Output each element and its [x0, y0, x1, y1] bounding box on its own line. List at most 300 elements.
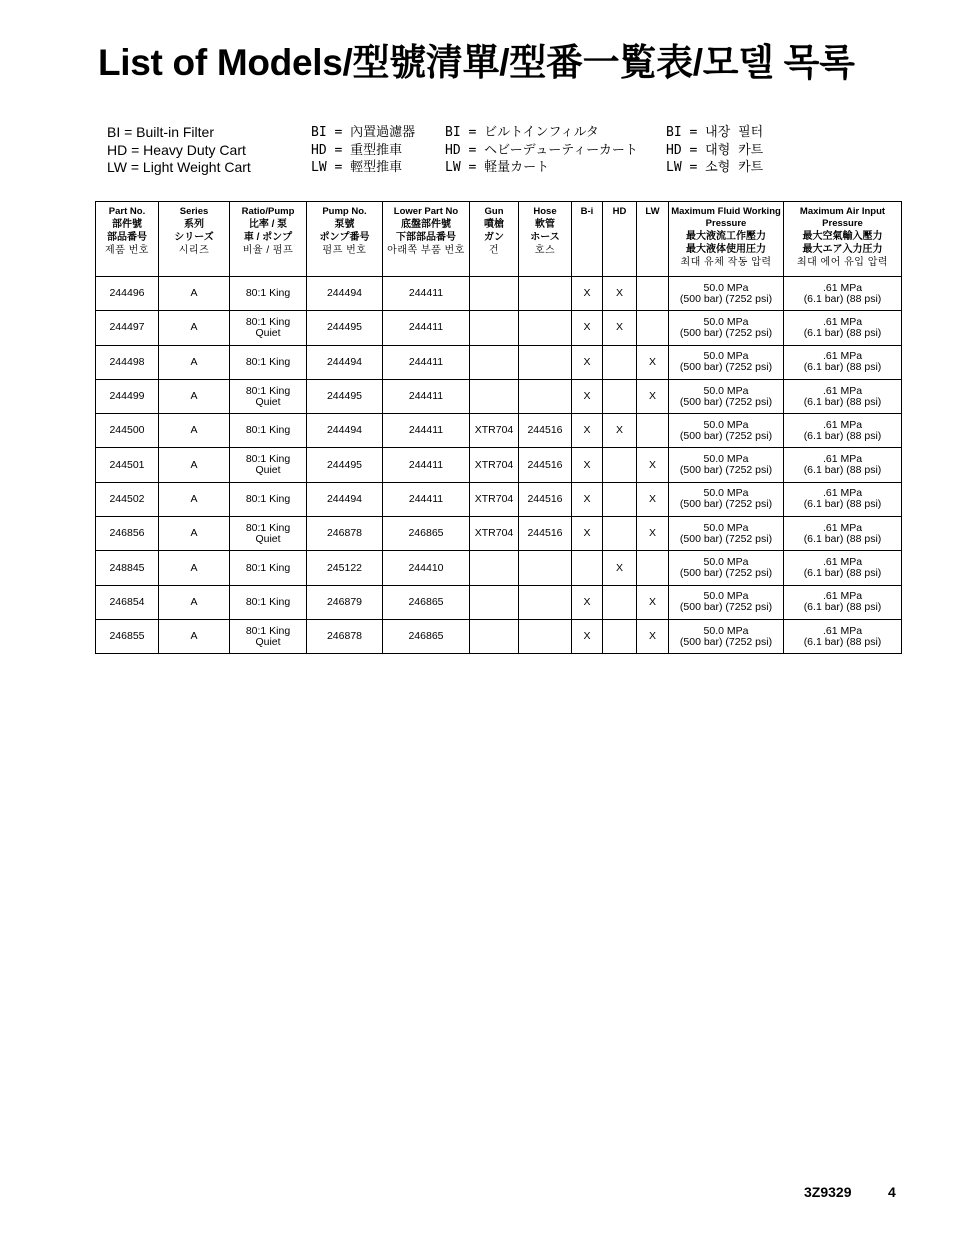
cell-air [784, 311, 902, 345]
cell-text: (500 bar) (7252 psi) [679, 635, 773, 648]
cell-text: 244516 [527, 458, 563, 471]
cell-text: 80:1 King [245, 492, 291, 505]
cell-text: 50.0 MPa [703, 521, 749, 534]
cell-text: (500 bar) (7252 psi) [679, 429, 773, 442]
cell-text: 244410 [408, 561, 444, 574]
cell-bi [572, 311, 603, 345]
column-header-ja: 最大エア入力圧力 [802, 244, 883, 255]
cell-text: A [190, 527, 198, 540]
cell-text: X [583, 458, 591, 471]
cell-text: .61 MPa [822, 521, 863, 534]
column-header [470, 202, 519, 277]
column-header-ja: 下部部品番号 [396, 232, 456, 243]
cell-text: 80:1 King [245, 453, 291, 466]
cell-text: 244497 [109, 321, 145, 334]
cell-text: .61 MPa [822, 350, 863, 363]
cell-fluid [669, 277, 784, 311]
cell-text: .61 MPa [822, 556, 863, 569]
column-header-ko: 비율 / 펌프 [242, 245, 294, 256]
column-header [637, 202, 669, 277]
cell-gun [470, 619, 519, 653]
cell-text: X [583, 527, 591, 540]
cell-text: X [583, 595, 591, 608]
cell-text: 246878 [326, 527, 363, 540]
column-header [572, 202, 603, 277]
cell-text: .61 MPa [822, 384, 863, 397]
legend-line: BI = 內置過濾器 [311, 125, 416, 140]
cell-text: (500 bar) (7252 psi) [679, 326, 773, 339]
legend-line: LW = 軽量カート [445, 160, 550, 175]
legend-line: LW = Light Weight Cart [107, 159, 251, 175]
legend-english [107, 124, 251, 177]
column-header-en: Maximum Fluid Working Pressure [671, 206, 781, 229]
cell-pump [307, 517, 383, 551]
cell-text: A [190, 492, 198, 505]
cell-ratio [230, 585, 307, 619]
cell-bi [572, 551, 603, 585]
legend-japanese [445, 124, 638, 177]
cell-text: 244411 [408, 390, 444, 403]
column-header-en: Part No. [108, 206, 146, 217]
cell-text: (6.1 bar) (88 psi) [803, 395, 882, 408]
cell-text: (6.1 bar) (88 psi) [803, 635, 882, 648]
cell-part [96, 585, 159, 619]
cell-text: 244496 [109, 287, 145, 300]
cell-hd [603, 345, 637, 379]
cell-ratio [230, 345, 307, 379]
legend-line: HD = 대형 카트 [666, 142, 764, 158]
cell-text: XTR704 [474, 492, 514, 505]
legend-line: BI = Built-in Filter [107, 124, 214, 140]
column-header [784, 202, 902, 277]
cell-text: (500 bar) (7252 psi) [679, 361, 773, 374]
cell-text: 244499 [109, 390, 145, 403]
cell-ratio [230, 482, 307, 516]
cell-bi [572, 517, 603, 551]
cell-text: 50.0 MPa [703, 315, 749, 328]
cell-text: A [190, 424, 198, 437]
cell-series [159, 414, 230, 448]
cell-text: 50.0 MPa [703, 453, 749, 466]
legend-line: LW = 소형 카트 [666, 160, 764, 175]
legend-line: BI = 내장 필터 [666, 125, 764, 140]
column-header-ja: シリーズ [174, 232, 214, 243]
table-row [96, 311, 902, 345]
cell-text: 244411 [408, 287, 444, 300]
cell-lower [383, 619, 470, 653]
column-header-ja: ガン [484, 232, 504, 243]
cell-text: 246855 [109, 630, 145, 643]
column-header [96, 202, 159, 277]
column-header [230, 202, 307, 277]
cell-fluid [669, 619, 784, 653]
column-header-ko: 최대 에어 유입 압력 [796, 257, 889, 268]
cell-bi [572, 619, 603, 653]
cell-air [784, 414, 902, 448]
cell-part [96, 551, 159, 585]
cell-lw [637, 619, 669, 653]
cell-text: 246865 [408, 527, 444, 540]
cell-text: (500 bar) (7252 psi) [679, 395, 773, 408]
cell-lower [383, 379, 470, 413]
cell-text: (6.1 bar) (88 psi) [803, 292, 882, 305]
cell-text: 244411 [408, 492, 444, 505]
cell-text: 244411 [408, 458, 444, 471]
table-row [96, 448, 902, 482]
cell-text: .61 MPa [822, 590, 863, 603]
cell-text: 244502 [109, 492, 145, 505]
legend-line: HD = Heavy Duty Cart [107, 141, 246, 158]
cell-part [96, 517, 159, 551]
cell-fluid [669, 551, 784, 585]
cell-text: X [583, 492, 591, 505]
cell-pump [307, 585, 383, 619]
cell-pump [307, 414, 383, 448]
cell-gun [470, 551, 519, 585]
column-header [307, 202, 383, 277]
cell-text: Quiet [255, 395, 281, 408]
cell-lower [383, 551, 470, 585]
cell-lw [637, 311, 669, 345]
cell-lw [637, 585, 669, 619]
cell-text: X [583, 287, 591, 300]
cell-text: 80:1 King [245, 561, 291, 574]
cell-text: 246879 [326, 595, 363, 608]
cell-air [784, 345, 902, 379]
column-header-en: Hose [533, 206, 557, 217]
cell-hd [603, 585, 637, 619]
cell-hose [519, 585, 572, 619]
cell-fluid [669, 448, 784, 482]
column-header [669, 202, 784, 277]
column-header [519, 202, 572, 277]
cell-text: (6.1 bar) (88 psi) [803, 601, 882, 614]
cell-hd [603, 517, 637, 551]
cell-text: .61 MPa [822, 418, 863, 431]
cell-bi [572, 482, 603, 516]
cell-hose [519, 379, 572, 413]
column-header-en: Ratio/Pump [241, 206, 295, 217]
cell-text: 244411 [408, 321, 444, 334]
cell-pump [307, 619, 383, 653]
cell-text: X [615, 424, 623, 437]
cell-text: A [190, 390, 198, 403]
cell-gun [470, 311, 519, 345]
cell-hose [519, 517, 572, 551]
table-row [96, 414, 902, 448]
table-row [96, 379, 902, 413]
cell-series [159, 517, 230, 551]
cell-lower [383, 414, 470, 448]
cell-text: 244516 [527, 492, 563, 505]
cell-text: X [648, 355, 656, 368]
cell-text: X [615, 561, 623, 574]
table-row [96, 482, 902, 516]
cell-lower [383, 345, 470, 379]
column-header-en: Maximum Air Input Pressure [799, 206, 886, 229]
cell-pump [307, 277, 383, 311]
cell-air [784, 585, 902, 619]
column-header-ko: 아래쪽 부품 번호 [387, 245, 465, 256]
cell-fluid [669, 311, 784, 345]
cell-pump [307, 482, 383, 516]
cell-lower [383, 482, 470, 516]
cell-text: X [615, 321, 623, 334]
column-header-en: LW [645, 206, 660, 217]
column-header-ko: 시리즈 [178, 245, 210, 256]
cell-text: 244494 [326, 424, 363, 437]
cell-air [784, 448, 902, 482]
cell-lw [637, 379, 669, 413]
cell-text: 244494 [326, 287, 363, 300]
cell-text: 50.0 MPa [703, 624, 749, 637]
cell-text: Quiet [255, 464, 281, 477]
cell-text: (500 bar) (7252 psi) [679, 532, 773, 545]
cell-pump [307, 379, 383, 413]
cell-text: (500 bar) (7252 psi) [679, 464, 773, 477]
cell-lower [383, 448, 470, 482]
cell-text: (6.1 bar) (88 psi) [803, 567, 882, 580]
table-row [96, 277, 902, 311]
cell-air [784, 277, 902, 311]
cell-series [159, 448, 230, 482]
cell-bi [572, 448, 603, 482]
cell-series [159, 345, 230, 379]
cell-text: 80:1 King [245, 595, 291, 608]
cell-part [96, 448, 159, 482]
cell-gun [470, 345, 519, 379]
cell-bi [572, 585, 603, 619]
cell-bi [572, 345, 603, 379]
column-header [159, 202, 230, 277]
cell-fluid [669, 517, 784, 551]
cell-text: X [648, 390, 656, 403]
cell-lw [637, 345, 669, 379]
cell-hd [603, 414, 637, 448]
page-number: 4 [888, 1184, 896, 1200]
cell-text: 50.0 MPa [703, 384, 749, 397]
cell-pump [307, 345, 383, 379]
cell-text: (6.1 bar) (88 psi) [803, 361, 882, 374]
cell-text: A [190, 287, 198, 300]
cell-text: Quiet [255, 635, 281, 648]
cell-lower [383, 277, 470, 311]
column-header-ko: 제품 번호 [105, 245, 149, 256]
cell-text: 245122 [326, 561, 363, 574]
cell-text: 80:1 King [245, 624, 291, 637]
cell-text: X [615, 287, 623, 300]
cell-gun [470, 379, 519, 413]
cell-ratio [230, 414, 307, 448]
cell-part [96, 619, 159, 653]
cell-pump [307, 448, 383, 482]
table-row [96, 619, 902, 653]
legend-line: BI = ビルトインフィルタ [445, 125, 599, 140]
cell-fluid [669, 585, 784, 619]
cell-text: Quiet [255, 326, 281, 339]
cell-text: X [648, 492, 656, 505]
table-row [96, 517, 902, 551]
cell-text: .61 MPa [822, 487, 863, 500]
cell-text: (500 bar) (7252 psi) [679, 601, 773, 614]
column-header-zh: 最大液流工作壓力 [686, 231, 766, 242]
cell-bi [572, 414, 603, 448]
cell-text: 244516 [527, 424, 563, 437]
cell-pump [307, 551, 383, 585]
cell-lower [383, 517, 470, 551]
column-header-zh: 最大空氣輸入壓力 [802, 231, 883, 242]
column-header-ja: 車 / ポンプ [243, 232, 293, 243]
cell-hose [519, 482, 572, 516]
cell-air [784, 517, 902, 551]
cell-text: A [190, 355, 198, 368]
cell-lower [383, 311, 470, 345]
cell-text: XTR704 [474, 458, 514, 471]
cell-text: 80:1 King [245, 384, 291, 397]
cell-text: (6.1 bar) (88 psi) [803, 498, 882, 511]
cell-text: X [583, 355, 591, 368]
cell-text: 244495 [326, 321, 363, 334]
cell-hd [603, 277, 637, 311]
cell-lw [637, 414, 669, 448]
cell-text: 248845 [109, 561, 145, 574]
column-header-zh: 比率 / 泵 [248, 219, 288, 230]
table-header-row [96, 202, 902, 277]
cell-part [96, 345, 159, 379]
cell-text: 246856 [109, 527, 145, 540]
cell-gun [470, 517, 519, 551]
column-header-ja: ポンプ番号 [319, 232, 370, 243]
column-header-zh: 系列 [184, 219, 204, 230]
column-header-en: Series [179, 206, 209, 217]
cell-lw [637, 482, 669, 516]
cell-lw [637, 551, 669, 585]
cell-gun [470, 414, 519, 448]
column-header [603, 202, 637, 277]
cell-series [159, 551, 230, 585]
cell-text: 244494 [326, 355, 363, 368]
cell-text: X [648, 595, 656, 608]
column-header-en: Gun [484, 206, 504, 217]
legend-korean [666, 124, 763, 177]
cell-gun [470, 277, 519, 311]
cell-fluid [669, 414, 784, 448]
cell-text: .61 MPa [822, 453, 863, 466]
cell-text: (6.1 bar) (88 psi) [803, 464, 882, 477]
cell-text: 80:1 King [245, 424, 291, 437]
cell-text: 80:1 King [245, 315, 291, 328]
cell-gun [470, 448, 519, 482]
cell-ratio [230, 379, 307, 413]
cell-series [159, 585, 230, 619]
cell-text: X [583, 390, 591, 403]
column-header-zh: 泵號 [334, 219, 355, 230]
cell-text: XTR704 [474, 424, 514, 437]
cell-text: 244516 [527, 527, 563, 540]
cell-text: 244411 [408, 355, 444, 368]
cell-text: (6.1 bar) (88 psi) [803, 532, 882, 545]
cell-series [159, 619, 230, 653]
cell-text: X [583, 321, 591, 334]
cell-hose [519, 277, 572, 311]
table-row [96, 551, 902, 585]
cell-hd [603, 448, 637, 482]
cell-series [159, 379, 230, 413]
cell-text: 244500 [109, 424, 145, 437]
cell-text: A [190, 458, 198, 471]
cell-air [784, 482, 902, 516]
column-header-ko: 호스 [534, 245, 556, 256]
cell-text: 244495 [326, 390, 363, 403]
legend-chinese [311, 124, 415, 177]
column-header-zh: 部件號 [112, 219, 142, 230]
cell-text: X [583, 424, 591, 437]
cell-text: 50.0 MPa [703, 590, 749, 603]
cell-gun [470, 482, 519, 516]
cell-ratio [230, 448, 307, 482]
cell-part [96, 379, 159, 413]
cell-fluid [669, 379, 784, 413]
cell-text: 246878 [326, 630, 363, 643]
cell-text: (6.1 bar) (88 psi) [803, 326, 882, 339]
cell-hose [519, 448, 572, 482]
cell-air [784, 379, 902, 413]
cell-ratio [230, 517, 307, 551]
cell-text: 244501 [109, 458, 145, 471]
cell-text: X [583, 630, 591, 643]
table-row [96, 345, 902, 379]
cell-text: .61 MPa [822, 315, 863, 328]
cell-hd [603, 311, 637, 345]
cell-text: 50.0 MPa [703, 418, 749, 431]
column-header-ko: 건 [488, 245, 500, 256]
column-header-ja: 最大液体使用圧力 [686, 244, 766, 255]
cell-text: 246865 [408, 595, 444, 608]
cell-text: 246854 [109, 595, 145, 608]
cell-text: 80:1 King [245, 287, 291, 300]
cell-text: (500 bar) (7252 psi) [679, 567, 773, 580]
column-header [383, 202, 470, 277]
cell-part [96, 414, 159, 448]
column-header-ja: 部品番号 [107, 232, 147, 243]
cell-text: 80:1 King [245, 521, 291, 534]
cell-part [96, 482, 159, 516]
cell-ratio [230, 551, 307, 585]
cell-hose [519, 551, 572, 585]
cell-text: X [648, 630, 656, 643]
cell-text: 50.0 MPa [703, 281, 749, 294]
legend-line: LW = 輕型推車 [311, 160, 403, 175]
cell-air [784, 619, 902, 653]
cell-lw [637, 277, 669, 311]
cell-text: 50.0 MPa [703, 487, 749, 500]
legend-line: HD = 重型推車 [311, 142, 403, 158]
cell-text: (500 bar) (7252 psi) [679, 498, 773, 511]
cell-bi [572, 379, 603, 413]
cell-text: 244495 [326, 458, 363, 471]
cell-text: (6.1 bar) (88 psi) [803, 429, 882, 442]
cell-text: A [190, 561, 198, 574]
cell-bi [572, 277, 603, 311]
cell-pump [307, 311, 383, 345]
cell-series [159, 277, 230, 311]
cell-lower [383, 585, 470, 619]
cell-hd [603, 379, 637, 413]
document-number: 3Z9329 [804, 1184, 852, 1200]
column-header-ko: 최대 유체 작동 압력 [680, 257, 772, 268]
cell-part [96, 311, 159, 345]
cell-text: X [648, 458, 656, 471]
